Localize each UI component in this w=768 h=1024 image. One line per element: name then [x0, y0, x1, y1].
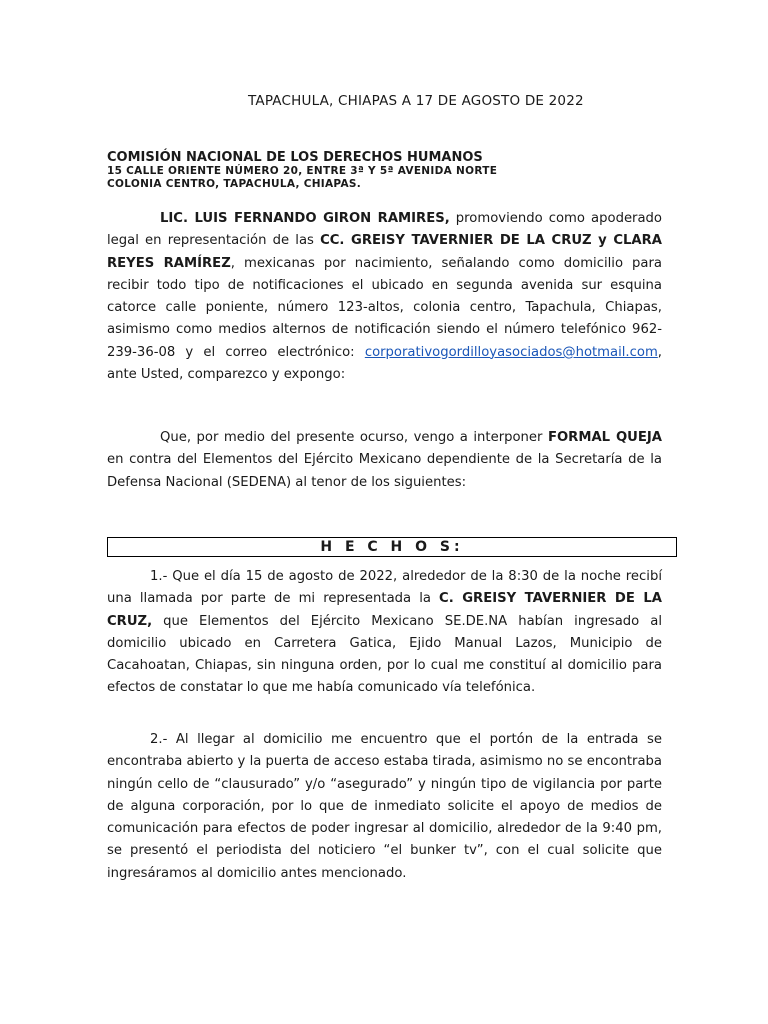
fact-1-paragraph: [107, 566, 662, 700]
complaint-text-2: en contra del Elementos del Ejército Mexicano dependiente de la Secretaría de la Defensa Nacional (SEDENA) al tenor de los siguientes:: [107, 452, 662, 490]
complaint-paragraph: [107, 427, 662, 494]
complaint-text-1: Que, por medio del presente ocurso, vengo a interponer: [160, 430, 548, 445]
section-title-hechos: H E C H O S:: [107, 537, 677, 557]
email-link[interactable]: corporativogordilloyasociados@hotmail.com: [364, 344, 658, 360]
intro-text-2: , mexicanas por nacimiento, señalando como domicilio para recibir todo tipo de notificaciones el ubicado en segunda avenida sur esquina catorce calle poniente, número 123-altos, colonia centro, Tapachula, Chiapas, asimismo como medios alternos de notificación siendo el número telefónico 962-239-36-08 y el correo electrónico:: [107, 255, 662, 360]
lawyer-name: LIC. LUIS FERNANDO GIRON RAMIRES,: [160, 211, 450, 226]
fact-1-text-2: que Elementos del Ejército Mexicano SE.DE.NA habían ingresado al domicilio ubicado en Carretera Gatica, Ejido Manual Lazos, Municipio de Cacahoatan, Chiapas, sin ninguna orden, por lo cual me constituí al domicilio para efectos de constatar lo que me había comunicado vía telefónica.: [107, 613, 662, 696]
fact-2-text: 2.- Al llegar al domicilio me encuentro que el portón de la entrada se encontraba abierto y la puerta de acceso estaba tirada, asimismo no se encontraba ningún cello de “clausurado” y/o “asegurado” y ningún tipo de vigilancia por parte de alguna corporación, por lo que de inmediato solicite el apoyo de medios de comunicación para efectos de poder ingresar al domicilio, alrededor de la 9:40 pm, se presentó el periodista del noticiero “el bunker tv”, con el cual solicite que ingresáramos al domicilio antes mencionado.: [107, 732, 662, 881]
formal-complaint-label: FORMAL QUEJA: [547, 430, 662, 445]
addressee-block: [107, 150, 497, 191]
fact-1-client-name: C. GREISY TAVERNIER DE LA CRUZ,: [107, 591, 662, 629]
intro-paragraph: [107, 208, 662, 386]
date-line: TAPACHULA, CHIAPAS A 17 DE AGOSTO DE 2022: [248, 93, 584, 109]
client-names: CC. GREISY TAVERNIER DE LA CRUZ y CLARA REYES RAMÍREZ: [107, 233, 662, 271]
addressee-address-line-1: 15 CALLE ORIENTE NÚMERO 20, ENTRE 3ª Y 5ª AVENIDA NORTE: [107, 165, 498, 177]
addressee-address-line-2: COLONIA CENTRO, TAPACHULA, CHIAPAS.: [107, 178, 362, 190]
intro-text-3: , ante Usted, comparezco y expongo:: [107, 344, 662, 383]
addressee-name: COMISIÓN NACIONAL DE LOS DERECHOS HUMANOS: [107, 150, 483, 165]
fact-1-text-1: 1.- Que el día 15 de agosto de 2022, alrededor de la 8:30 de la noche recibí una llamada por parte de mi representada la: [107, 569, 662, 607]
fact-2-paragraph: [107, 729, 662, 885]
intro-text-1: promoviendo como apoderado legal en representación de las: [107, 211, 662, 249]
